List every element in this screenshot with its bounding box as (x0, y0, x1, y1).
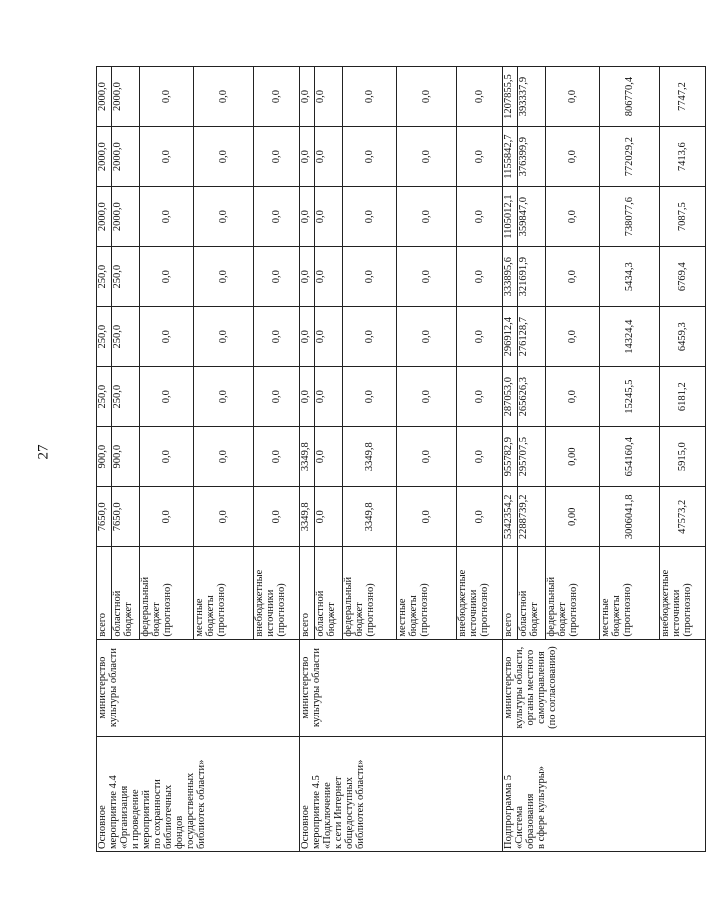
value-cell: 0,0 (300, 127, 315, 187)
value-cell: 772029,2 (600, 127, 660, 187)
value-cell: 14324,4 (600, 307, 660, 367)
value-cell: 321691,9 (518, 247, 546, 307)
value-cell: 47573,2 (660, 487, 706, 547)
value-cell: 0,0 (194, 187, 254, 247)
value-cell: 0,0 (546, 247, 600, 307)
value-cell: 0,0 (315, 67, 343, 127)
value-cell: 0,0 (254, 67, 300, 127)
value-cell: 0,0 (300, 247, 315, 307)
value-cell: 2000,0 (112, 127, 140, 187)
value-cell: 5915,0 (660, 427, 706, 487)
value-cell: 7650,0 (112, 487, 140, 547)
value-cell: 15245,5 (600, 367, 660, 427)
value-cell: 0,0 (343, 67, 397, 127)
value-cell: 3006041,8 (600, 487, 660, 547)
value-cell: 955782,9 (503, 427, 518, 487)
value-cell: 0,0 (194, 487, 254, 547)
value-cell: 0,0 (140, 487, 194, 547)
value-cell: 0,0 (140, 187, 194, 247)
value-cell: 0,0 (343, 247, 397, 307)
value-cell: 0,0 (140, 247, 194, 307)
table-row (503, 67, 518, 852)
value-cell: 333895,6 (503, 247, 518, 307)
responsible-cell: министерство культуры области (97, 639, 300, 736)
value-cell: 0,0 (254, 187, 300, 247)
value-cell: 2000,0 (97, 127, 112, 187)
value-cell: 0,0 (457, 67, 503, 127)
value-cell: 6769,4 (660, 247, 706, 307)
value-cell: 0,0 (254, 487, 300, 547)
value-cell: 0,0 (254, 127, 300, 187)
value-cell: 0,0 (546, 367, 600, 427)
funding-source-cell: местные бюджеты (прогнозно) (194, 547, 254, 639)
value-cell: 0,0 (546, 187, 600, 247)
table-row (300, 67, 315, 852)
value-cell: 900,0 (112, 427, 140, 487)
value-cell: 393337,9 (518, 67, 546, 127)
value-cell: 0,0 (194, 427, 254, 487)
value-cell: 0,0 (140, 427, 194, 487)
value-cell: 287053,0 (503, 367, 518, 427)
value-cell: 0,0 (300, 307, 315, 367)
value-cell: 0,0 (315, 307, 343, 367)
value-cell: 0,0 (397, 487, 457, 547)
value-cell: 0,0 (254, 427, 300, 487)
page-number: 27 (35, 444, 52, 460)
funding-source-cell: местные бюджеты (прогнозно) (397, 547, 457, 639)
value-cell: 0,0 (315, 367, 343, 427)
value-cell: 0,0 (194, 367, 254, 427)
value-cell: 7650,0 (97, 487, 112, 547)
value-cell: 0,0 (140, 127, 194, 187)
value-cell: 0,0 (397, 127, 457, 187)
value-cell: 2288739,2 (518, 487, 546, 547)
value-cell: 359847,0 (518, 187, 546, 247)
rotated-page-area (96, 66, 694, 852)
value-cell: 0,0 (397, 247, 457, 307)
funding-source-cell: федеральный бюджет (прогнозно) (343, 547, 397, 639)
value-cell: 0,0 (194, 127, 254, 187)
value-cell: 3349,8 (343, 487, 397, 547)
funding-source-cell: всего (300, 547, 315, 639)
table-body (97, 67, 706, 852)
value-cell: 0,0 (546, 307, 600, 367)
funding-source-cell: всего (503, 547, 518, 639)
value-cell: 0,0 (397, 367, 457, 427)
value-cell: 250,0 (97, 247, 112, 307)
value-cell: 900,0 (97, 427, 112, 487)
value-cell: 0,0 (457, 247, 503, 307)
value-cell: 0,0 (194, 247, 254, 307)
funding-source-cell: областной бюджет (315, 547, 343, 639)
program-name-cell: Подпрограмма 5 «Система образования в сфере культуры» (503, 736, 706, 851)
value-cell: 250,0 (112, 307, 140, 367)
funding-source-cell: внебюджетные источники (прогнозно) (457, 547, 503, 639)
value-cell: 0,0 (254, 247, 300, 307)
value-cell: 0,0 (457, 187, 503, 247)
table-row (97, 67, 112, 852)
value-cell: 6459,3 (660, 307, 706, 367)
value-cell: 0,0 (300, 67, 315, 127)
value-cell: 0,0 (546, 67, 600, 127)
funding-source-cell: местные бюджеты (прогнозно) (600, 547, 660, 639)
value-cell: 0,0 (397, 307, 457, 367)
value-cell: 7747,2 (660, 67, 706, 127)
value-cell: 0,0 (194, 307, 254, 367)
value-cell: 2000,0 (97, 67, 112, 127)
value-cell: 376399,9 (518, 127, 546, 187)
value-cell: 0,0 (300, 367, 315, 427)
value-cell: 0,0 (343, 307, 397, 367)
value-cell: 5342354,2 (503, 487, 518, 547)
value-cell: 2000,0 (112, 67, 140, 127)
value-cell: 0,00 (546, 427, 600, 487)
value-cell: 296912,4 (503, 307, 518, 367)
value-cell: 0,0 (457, 487, 503, 547)
value-cell: 250,0 (97, 307, 112, 367)
responsible-cell: министерство культуры области, органы местного самоуправления (по согласованию) (503, 639, 706, 736)
value-cell: 2000,0 (97, 187, 112, 247)
value-cell: 0,0 (140, 367, 194, 427)
value-cell: 2000,0 (112, 187, 140, 247)
value-cell: 250,0 (97, 367, 112, 427)
value-cell: 0,0 (300, 187, 315, 247)
value-cell: 0,00 (546, 487, 600, 547)
budget-table-rotated (96, 66, 694, 852)
value-cell: 0,0 (457, 367, 503, 427)
value-cell: 276128,7 (518, 307, 546, 367)
value-cell: 0,0 (343, 127, 397, 187)
value-cell: 0,0 (194, 67, 254, 127)
value-cell: 5434,3 (600, 247, 660, 307)
responsible-cell: министерство культуры области (300, 639, 503, 736)
funding-source-cell: федеральный бюджет (прогнозно) (140, 547, 194, 639)
value-cell: 0,0 (254, 367, 300, 427)
value-cell: 250,0 (112, 367, 140, 427)
value-cell: 3349,8 (300, 487, 315, 547)
value-cell: 0,0 (140, 67, 194, 127)
value-cell: 0,0 (254, 307, 300, 367)
budget-table (96, 66, 706, 852)
funding-source-cell: всего (97, 547, 112, 639)
funding-source-cell: областной бюджет (112, 547, 140, 639)
value-cell: 0,0 (343, 367, 397, 427)
value-cell: 738077,6 (600, 187, 660, 247)
value-cell: 0,0 (315, 427, 343, 487)
value-cell: 6181,2 (660, 367, 706, 427)
value-cell: 1155842,7 (503, 127, 518, 187)
value-cell: 0,0 (397, 427, 457, 487)
value-cell: 7413,6 (660, 127, 706, 187)
value-cell: 0,0 (457, 307, 503, 367)
funding-source-cell: областной бюджет (518, 547, 546, 639)
value-cell: 806770,4 (600, 67, 660, 127)
funding-source-cell: внебюджетные источники (прогнозно) (660, 547, 706, 639)
value-cell: 0,0 (457, 427, 503, 487)
funding-source-cell: федеральный бюджет (прогнозно) (546, 547, 600, 639)
value-cell: 1207855,5 (503, 67, 518, 127)
value-cell: 3349,8 (343, 427, 397, 487)
value-cell: 1105012,1 (503, 187, 518, 247)
value-cell: 0,0 (315, 247, 343, 307)
value-cell: 0,0 (397, 187, 457, 247)
value-cell: 0,0 (315, 187, 343, 247)
value-cell: 3349,8 (300, 427, 315, 487)
value-cell: 654160,4 (600, 427, 660, 487)
value-cell: 250,0 (112, 247, 140, 307)
value-cell: 0,0 (397, 67, 457, 127)
program-name-cell: Основное мероприятие 4.4 «Организация и проведение мероприятий по сохранности библиотечных фондов государственных библиотек области» (97, 736, 300, 851)
value-cell: 0,0 (457, 127, 503, 187)
value-cell: 0,0 (140, 307, 194, 367)
program-name-cell: Основное мероприятие 4.5 «Подключение к сети Интернет общедоступных библиотек области» (300, 736, 503, 851)
value-cell: 265626,3 (518, 367, 546, 427)
value-cell: 0,0 (315, 127, 343, 187)
value-cell: 0,0 (546, 127, 600, 187)
value-cell: 0,0 (315, 487, 343, 547)
funding-source-cell: внебюджетные источники (прогнозно) (254, 547, 300, 639)
value-cell: 0,0 (343, 187, 397, 247)
value-cell: 7087,5 (660, 187, 706, 247)
value-cell: 295707,5 (518, 427, 546, 487)
